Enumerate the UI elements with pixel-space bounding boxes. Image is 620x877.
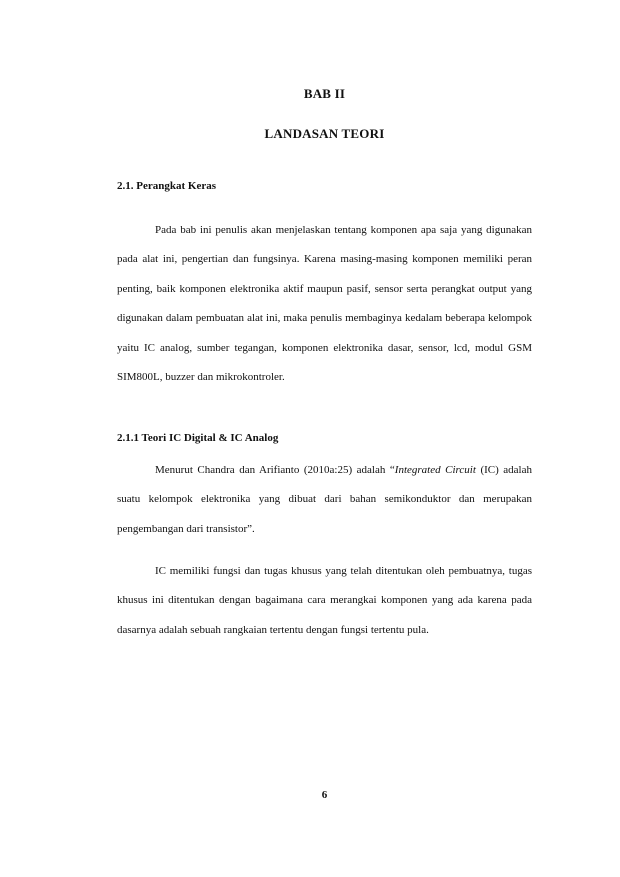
- page-number: 6: [321, 789, 328, 801]
- section-heading-2-1-1: 2.1.1 Teori IC Digital & IC Analog: [117, 432, 279, 444]
- section-paragraph-2-1-1-quote: [117, 456, 532, 544]
- quote-text-end: (IC) adalah suatu kelompok elektronika yang dibuat dari bahan semikonduktor dan merupakan pengembangan dari transistor”.: [117, 464, 532, 535]
- section-paragraph-2-1: Pada bab ini penulis akan menjelaskan tentang komponen apa saja yang digunakan pada alat ini, pengertian dan fungsinya. Karena masing-masing komponen memiliki peran penting, baik komponen elektronika aktif maupun pasif, sensor serta perangkat output yang digunakan dalam pembuatan alat ini, maka penulis membaginya kedalam beberapa kelompok yaitu IC analog, sumber tegangan, komponen elektronika dasar, sensor, lcd, modul GSM SIM800L, buzzer dan mikrokontroler.: [117, 224, 532, 384]
- quote-italic-term: Integrated Circuit: [394, 464, 476, 476]
- section-heading-2-1: 2.1. Perangkat Keras: [117, 180, 216, 192]
- chapter-number: BAB II: [303, 86, 346, 101]
- chapter-title: LANDASAN TEORI: [264, 126, 385, 141]
- quote-text-start: Menurut Chandra dan Arifianto (2010a:25) adalah “: [155, 464, 395, 476]
- section-paragraph-2-1-1-ic: IC memiliki fungsi dan tugas khusus yang telah ditentukan oleh pembuatnya, tugas khusus ini ditentukan dengan bagaimana cara merangkai komponen yang ada karena pada dasarnya adalah sebuah rangkaian tertentu dengan fungsi tertentu pula.: [117, 565, 532, 636]
